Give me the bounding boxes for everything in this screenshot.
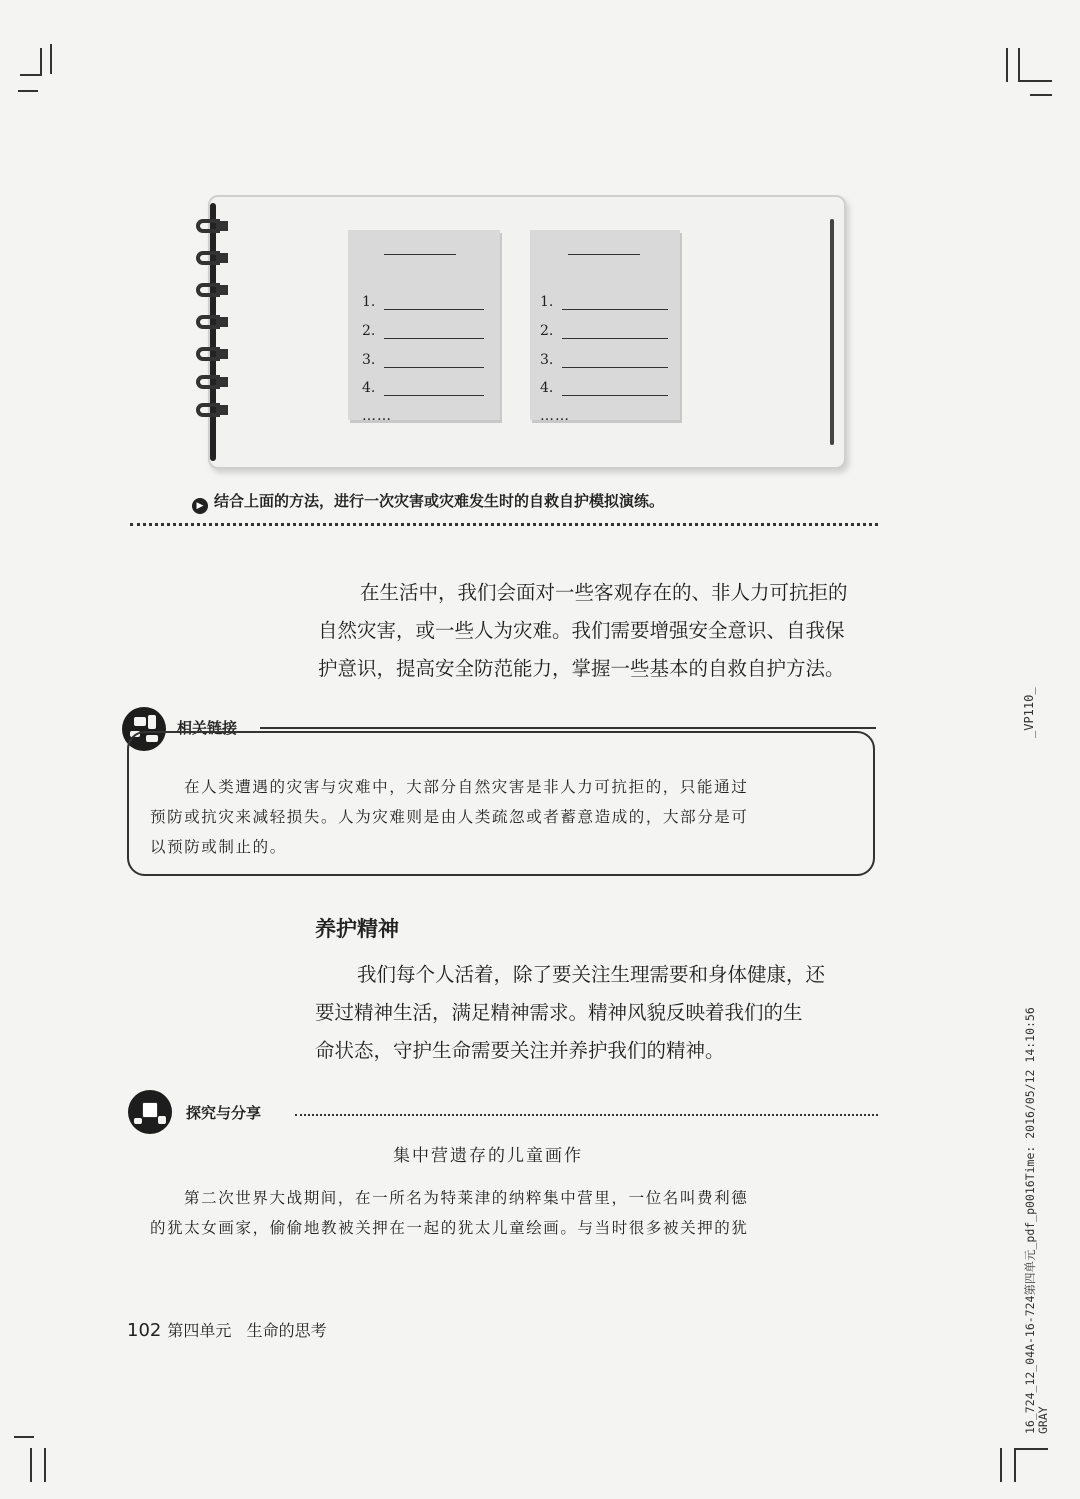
paragraph-line: 要过精神生活，满足精神需求。精神风貌反映着我们的生: [315, 1001, 803, 1024]
section-heading: 养护精神: [315, 917, 399, 941]
paragraph-line: 预防或抗灾来减轻损失。人为灾难则是由人类疏忽或者蓄意造成的，大部分是可: [150, 808, 749, 826]
related-link-text: [150, 772, 870, 862]
list-number: 4.: [540, 380, 554, 396]
section-paragraph: [315, 956, 885, 1070]
list-number: 3.: [540, 352, 554, 368]
notebook-illustration: [208, 195, 846, 469]
paragraph-line: 自然灾害，或一些人为灾难。我们需要增强安全意识、自我保: [318, 619, 845, 642]
paragraph-line: 我们每个人活着，除了要关注生理需要和身体健康，还: [357, 963, 826, 986]
ring-binder-icon: [196, 403, 232, 419]
list-ellipsis: ……: [362, 408, 392, 424]
paragraph-line: 命状态，守护生命需要关注并养护我们的精神。: [315, 1039, 725, 1062]
print-metadata: 16_724_12_04A-16-724第四单元_pdf_p0016Time: 2016/05/12 14:10:56: [1023, 1007, 1037, 1434]
crop-mark: [1014, 1448, 1016, 1482]
ring-binder-icon: [196, 375, 232, 391]
paragraph-line: 的犹太女画家，偷偷地教被关押在一起的犹太儿童绘画。与当时很多被关押的犹: [150, 1219, 749, 1237]
paragraph-line: 第二次世界大战期间，在一所名为特莱津的纳粹集中营里，一位名叫费利德: [184, 1189, 749, 1207]
activity-text: 结合上面的方法，进行一次灾害或灾难发生时的自救自护模拟演练。: [214, 492, 665, 510]
crop-mark: [1018, 80, 1052, 82]
unit-title: 生命的思考: [246, 1321, 327, 1340]
page-footer: [127, 1318, 327, 1341]
list-number: 3.: [362, 352, 376, 368]
explore-label: 探究与分享: [186, 1104, 262, 1122]
crop-mark: [1014, 1448, 1048, 1450]
list-number: 4.: [362, 380, 376, 396]
ring-binder-icon: [196, 219, 232, 235]
play-circle-icon: ▶: [192, 498, 208, 514]
print-color-mode: GRAY: [1036, 1406, 1050, 1434]
ring-binder-icon: [196, 283, 232, 299]
sticky-note-right: [530, 230, 680, 424]
related-link-label: 相关链接: [177, 719, 238, 737]
related-link-rule: [260, 727, 876, 729]
story-title: 集中营遗存的儿童画作: [393, 1146, 583, 1166]
list-number: 1.: [540, 294, 554, 310]
crop-mark: [30, 1448, 32, 1482]
paragraph-line: 以预防或制止的。: [150, 838, 287, 856]
crop-mark: [1006, 48, 1008, 82]
intro-paragraph: [318, 574, 888, 688]
paragraph-line: 护意识，提高安全防范能力，掌握一些基本的自救自护方法。: [318, 657, 845, 680]
paragraph-line: 在人类遭遇的灾害与灾难中，大部分自然灾害是非人力可抗拒的，只能通过: [184, 778, 749, 796]
globe-cube-icon: [128, 1090, 172, 1134]
sticky-note-left: [348, 230, 500, 424]
page-number: 102: [127, 1320, 162, 1341]
crop-mark: [40, 48, 42, 76]
crop-mark: [14, 1436, 34, 1438]
crop-mark: [44, 1448, 46, 1482]
ring-binder-icon: [196, 315, 232, 331]
notebook-spine: [210, 203, 216, 461]
crop-mark: [1000, 1448, 1002, 1482]
list-number: 2.: [540, 323, 554, 339]
dotted-divider: [295, 1114, 878, 1116]
crop-mark: [50, 44, 52, 74]
list-number: 2.: [362, 323, 376, 339]
dotted-divider: [130, 523, 878, 526]
crop-mark: [18, 90, 38, 92]
activity-instruction: [192, 490, 664, 514]
notebook-edge: [830, 219, 834, 445]
margin-code: _VP110_: [1022, 687, 1036, 738]
list-number: 1.: [362, 294, 376, 310]
crop-mark: [1018, 48, 1020, 82]
list-ellipsis: ……: [540, 408, 570, 424]
ring-binder-icon: [196, 251, 232, 267]
story-text: [150, 1183, 870, 1243]
unit-name: 第四单元: [167, 1321, 232, 1340]
crop-mark: [20, 74, 42, 76]
paragraph-line: 在生活中，我们会面对一些客观存在的、非人力可抗拒的: [360, 581, 848, 604]
ring-binder-icon: [196, 347, 232, 363]
crop-mark: [1030, 94, 1052, 96]
